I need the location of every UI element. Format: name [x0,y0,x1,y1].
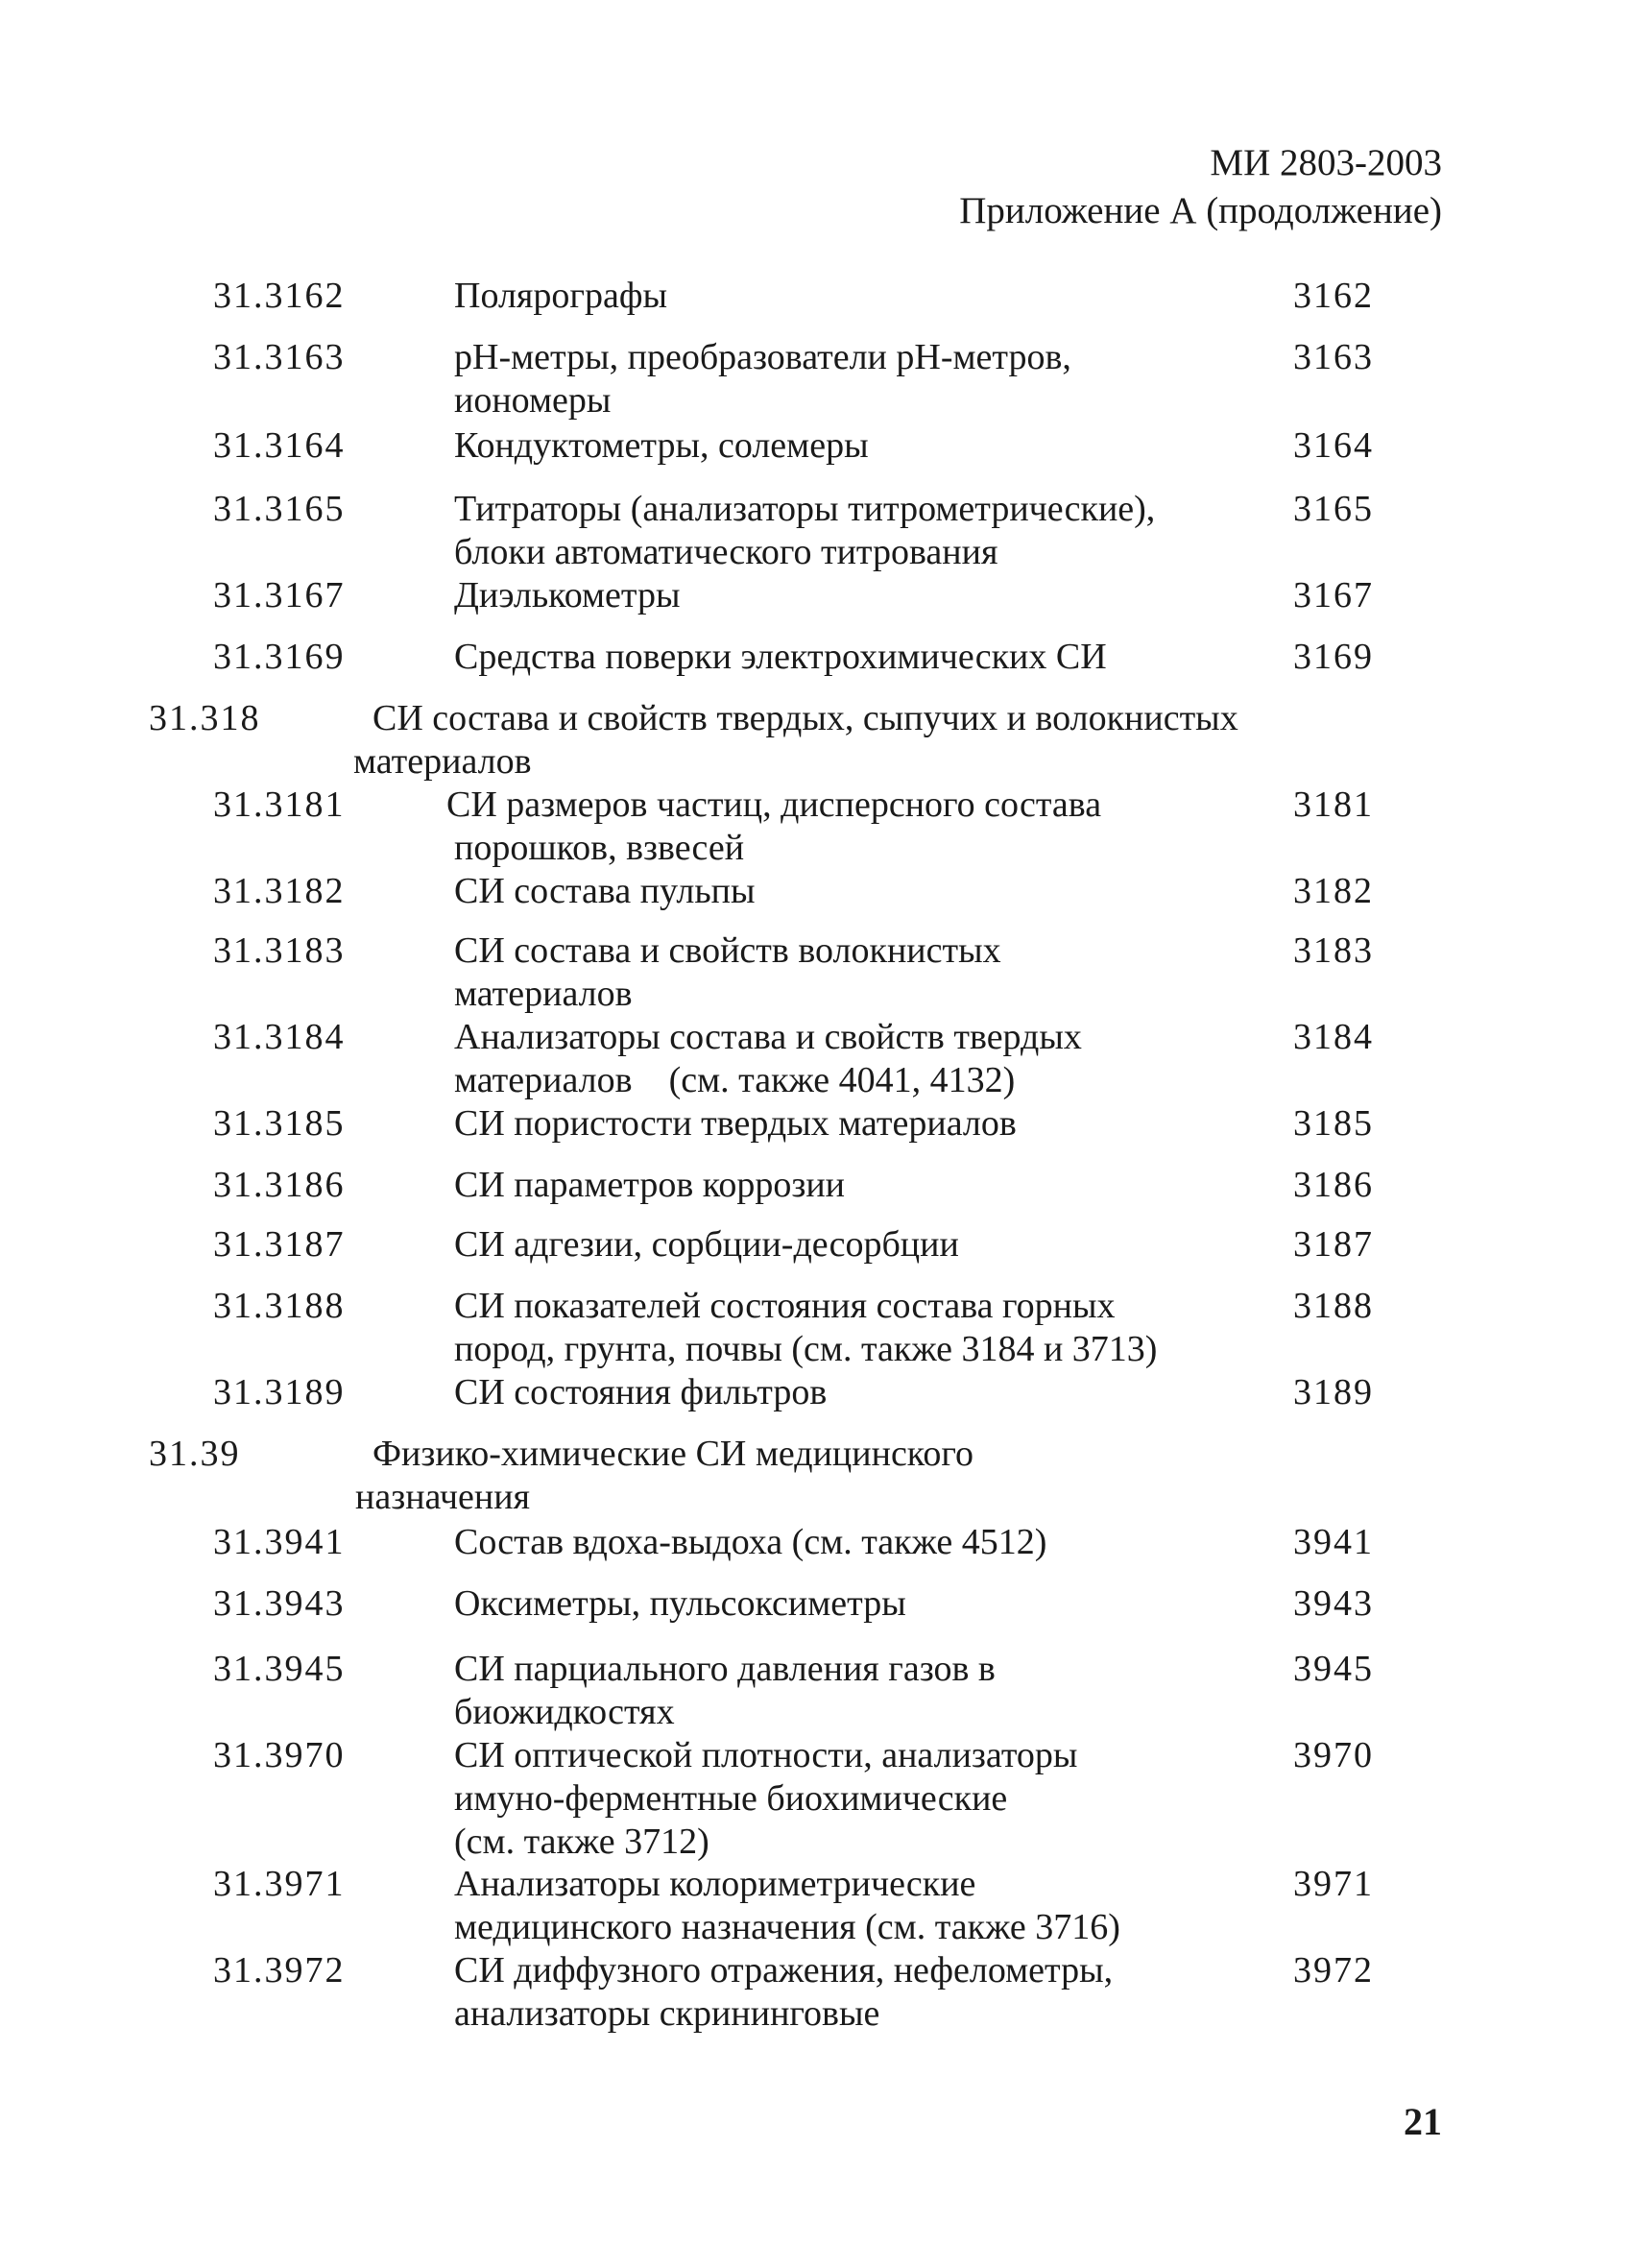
entry-description: Оксиметры, пульсоксиметры [454,1583,906,1624]
entry-number: 3188 [1293,1286,1374,1326]
entry-code: 31.3163 [213,337,346,377]
entry-number: 3164 [1293,425,1374,466]
entry-number: 3182 [1293,871,1374,911]
entry-description: Анализаторы колориметрические медицинского назначения (см. также 3716) [454,1864,1120,1947]
entry-number: 3186 [1293,1165,1374,1205]
entry-number: 3189 [1293,1372,1374,1412]
entry-description: СИ размеров частиц, дисперсного состава порошков, взвесей [446,784,1102,868]
group-code: 31.318 [149,698,261,738]
entry-description: pH-метры, преобразователи pH-метров, иономеры [454,337,1071,421]
entry-code: 31.3169 [213,637,346,677]
entry-code: 31.3186 [213,1165,346,1205]
entry-number: 3169 [1293,637,1374,677]
page-number: 21 [1404,2100,1442,2143]
entry-code: 31.3943 [213,1583,346,1624]
entry-description: СИ состояния фильтров [454,1372,828,1412]
entry-code: 31.3182 [213,871,346,911]
entry-description: СИ состава и свойств волокнистых материалов [454,930,1001,1014]
entry-number: 3943 [1293,1583,1374,1624]
entry-description: Титраторы (анализаторы титрометрические), блоки автоматического титрования [454,489,1156,572]
entry-description: СИ адгезии, сорбции-десорбции [454,1224,959,1265]
entry-description: Диэлькометры [454,575,681,615]
entry-code: 31.3972 [213,1950,346,1991]
entry-code: 31.3164 [213,425,346,466]
entry-code: 31.3971 [213,1864,346,1904]
entry-number: 3972 [1293,1950,1374,1991]
entry-description: СИ показателей состояния состава горных пород, грунта, почвы (см. также 3184 и 3713) [454,1286,1158,1369]
entry-number: 3163 [1293,337,1374,377]
group-description: СИ состава и свойств твердых, сыпучих и волокнистых материалов [353,698,1238,782]
entry-code: 31.3165 [213,489,346,529]
entry-number: 3167 [1293,575,1374,615]
entry-code: 31.3162 [213,276,346,316]
entry-code: 31.3188 [213,1286,346,1326]
doc-code: МИ 2803-2003 [1210,142,1442,183]
entry-number: 3184 [1293,1017,1374,1057]
entry-number: 3941 [1293,1522,1374,1562]
entry-code: 31.3184 [213,1017,346,1057]
entry-number: 3181 [1293,784,1374,825]
entry-number: 3185 [1293,1103,1374,1144]
entry-number: 3187 [1293,1224,1374,1265]
entry-number: 3970 [1293,1735,1374,1775]
entry-code: 31.3167 [213,575,346,615]
entry-description: СИ пористости твердых материалов [454,1103,1017,1144]
entry-description: СИ парциального давления газов в биожидкостях [454,1649,996,1732]
entry-description: Кондуктометры, солемеры [454,425,869,466]
group-code: 31.39 [149,1434,241,1474]
entry-description: СИ диффузного отражения, нефелометры, анализаторы скрининговые [454,1950,1114,2034]
entry-description: Средства поверки электрохимических СИ [454,637,1107,677]
entry-description: Анализаторы состава и свойств твердых материалов (см. также 4041, 4132) [454,1017,1082,1100]
entry-number: 3162 [1293,276,1374,316]
entry-code: 31.3185 [213,1103,346,1144]
entry-description: СИ оптической плотности, анализаторы имуно-ферментные биохимические (см. также 3712) [454,1735,1078,1862]
entry-number: 3183 [1293,930,1374,971]
group-description: Физико-химические СИ медицинского назначения [355,1434,973,1517]
appendix-title: Приложение А (продолжение) [959,190,1442,231]
entry-description: СИ параметров коррозии [454,1165,845,1205]
entry-code: 31.3187 [213,1224,346,1265]
entry-code: 31.3181 [213,784,346,825]
entry-description: Состав вдоха-выдоха (см. также 4512) [454,1522,1047,1562]
entry-description: СИ состава пульпы [454,871,756,911]
entry-code: 31.3183 [213,930,346,971]
entry-code: 31.3941 [213,1522,346,1562]
entry-number: 3945 [1293,1649,1374,1689]
entry-code: 31.3970 [213,1735,346,1775]
entry-description: Полярографы [454,276,667,316]
entry-number: 3971 [1293,1864,1374,1904]
entry-code: 31.3945 [213,1649,346,1689]
entry-number: 3165 [1293,489,1374,529]
entry-code: 31.3189 [213,1372,346,1412]
